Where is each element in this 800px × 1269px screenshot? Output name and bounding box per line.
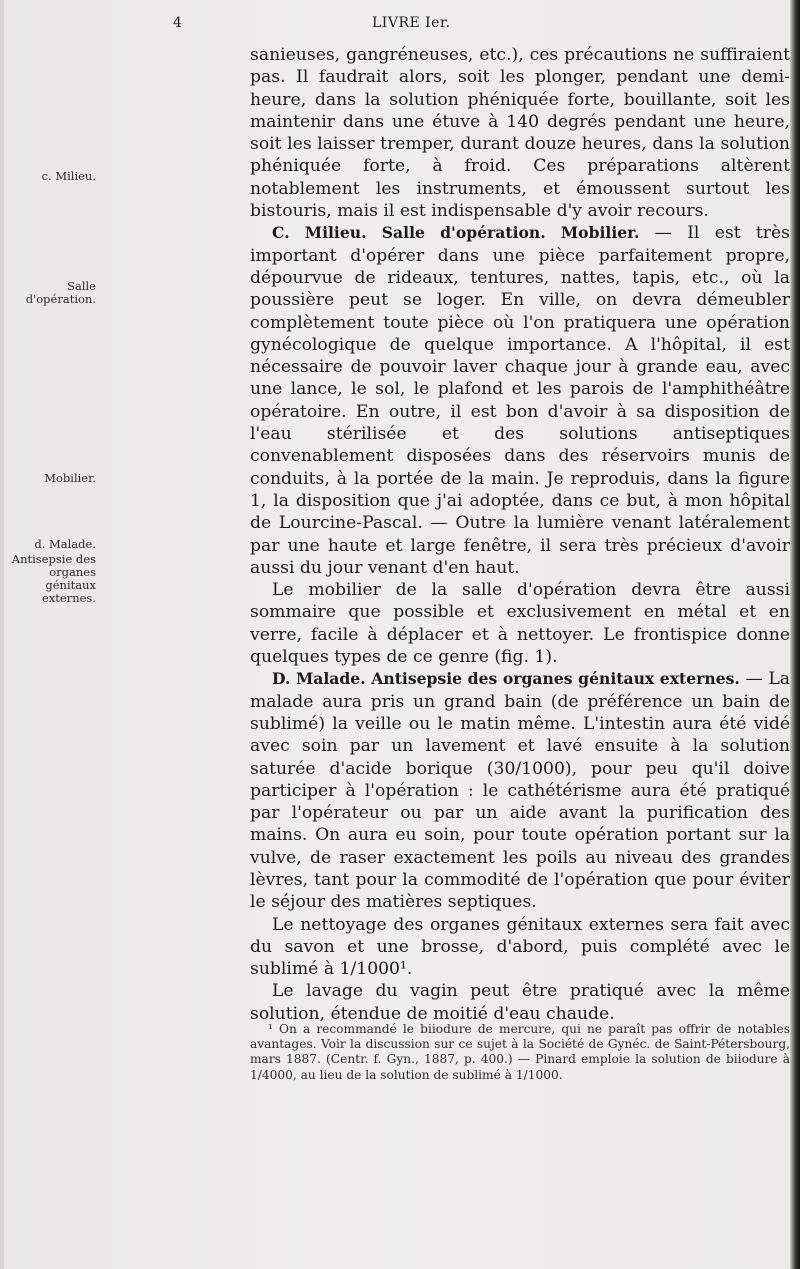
- page-number: 4: [173, 15, 182, 31]
- margin-note-salle: Salle d'opération.: [25, 279, 96, 306]
- margin-note-mobilier: Mobilier.: [44, 471, 96, 485]
- margin-note-antisepsie: Antisepsie des organes génitaux externes.: [11, 552, 96, 605]
- paragraph-2: [250, 222, 790, 579]
- paragraph-3: Le mobilier de la salle d'opération devra être aussi sommaire que possible et exclusivement en métal et en verre, facile à déplacer et à nettoyer. Le frontispice donne quelques types de ce genre (fig. 1).: [250, 580, 790, 668]
- page-left-edge: [0, 0, 4, 1269]
- page-binding-shadow: [790, 0, 800, 1269]
- paragraph-4: [250, 668, 790, 913]
- paragraph-1: sanieuses, gangréneuses, etc.), ces précautions ne suffiraient pas. Il faudrait alors, soit les plonger, pendant une demi-heure, dans la solution phéniquée forte, bouillante, soit les maintenir dans une étuve à 140 degrés pendant une heure, soit les laisser tremper, durant douze heures, dans la solution phéniquée forte, à froid. Ces préparations altèrent notablement les instruments, et émoussent surtout les bistouris, mais il est indispensable d'y avoir recours.: [250, 45, 790, 222]
- footnote-1: ¹ On a recommandé le biiodure de mercure, qui ne paraît pas offrir de notables avantages. Voir la discussion sur ce sujet à la Société de Gynéc. de Saint-Pétersbourg, mars 1887. (Centr. f. Gyn., 1887, p. 400.) — Pinard emploie la solution de biiodure à 1/4000, au lieu de la solution de sublimé à 1/1000.: [250, 1022, 790, 1082]
- margin-note-milieu: c. Milieu.: [41, 169, 96, 183]
- margin-note-malade: d. Malade.: [34, 537, 96, 551]
- section-heading-milieu: C. Milieu. Salle d'opération. Mobilier.: [272, 223, 640, 243]
- paragraph-2-text: — Il est très important d'opérer dans une pièce parfaitement propre, dépourvue de rideaux, tentures, nattes, tapis, etc., où la poussière peut se loger. En ville, on devra démeubler complètement toute pièce où l'on pratiquera une opération gynécologique de quelque importance. A l'hôpital, il est nécessaire de pouvoir laver chaque jour à grande eau, avec une lance, le sol, le plafond et les parois de l'amphithéâtre opératoire. En outre, il est bon d'avoir à sa disposition de l'eau stérilisée et des solutions antiseptiques convenablement disposées dans des réservoirs munis de conduits, à la portée de la main. Je reproduis, dans la figure 1, la disposition que j'ai adoptée, dans ce but, à mon hôpital de Lourcine-Pascal. — Outre la lumière venant latéralement par une haute et large fenêtre, il sera très précieux d'avoir aussi du jour venant d'en haut.: [250, 223, 790, 578]
- paragraph-4-text: — La malade aura pris un grand bain (de préférence un bain de sublimé) la veille ou le matin même. L'intestin aura été vidé avec soin par un lavement et lavé ensuite à la solution saturée d'acide borique (30/1000), pour peu qu'il doive participer à l'opération : le cathétérisme aura été pratiqué par l'opérateur ou par un aide avant la purification des mains. On aura eu soin, pour toute opération portant sur la vulve, de raser exactement les poils au niveau des grandes lèvres, tant pour la commodité de l'opération que pour éviter le séjour des matières septiques.: [250, 669, 790, 913]
- body-text: [250, 44, 790, 1025]
- running-title: LIVRE Ier.: [372, 15, 451, 31]
- section-heading-malade: D. Malade. Antisepsie des organes génitaux externes.: [272, 669, 740, 689]
- paragraph-5: Le nettoyage des organes génitaux externes sera fait avec du savon et une brosse, d'abord, puis complété avec le sublimé à 1/1000¹.: [250, 914, 790, 980]
- footnotes: [250, 1022, 790, 1083]
- paragraph-6: Le lavage du vagin peut être pratiqué avec la même solution, étendue de moitié d'eau chaude.: [250, 981, 790, 1024]
